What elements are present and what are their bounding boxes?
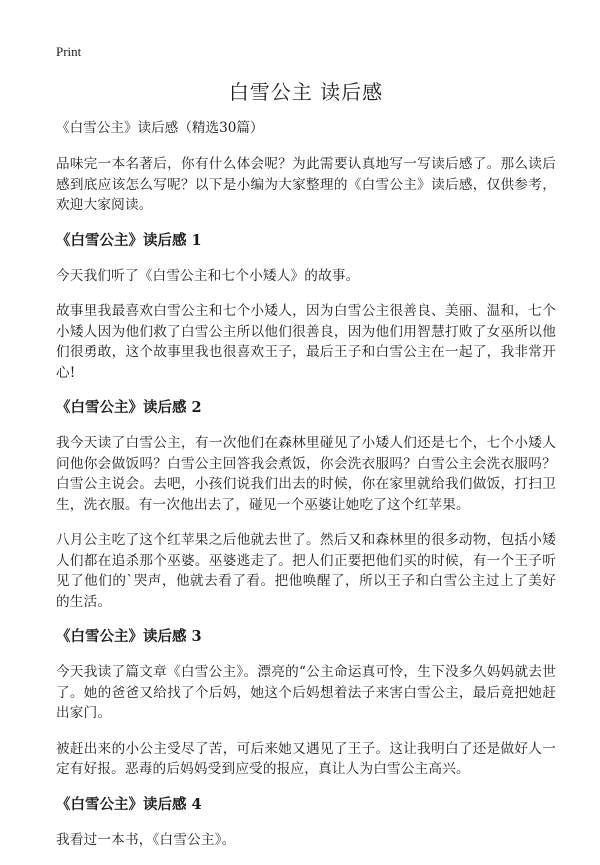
- section-4-paragraph-1: 我看过一本书，《白雪公主》。: [56, 831, 236, 848]
- section-1-paragraph-2: 故事里我最喜欢白雪公主和七个小矮人，因为白雪公主很善良、美丽、温和，七个小矮人因为他们救了白雪公主所以他们很善良，因为他们用智慧打败了女巫所以他们很勇敢，这个故事里我也很喜欢王子，最后王子和白雪公主在一起了，我非常开心!: [56, 303, 556, 381]
- section-2-paragraph-2: 八月公主吃了这个红苹果之后他就去世了。然后又和森林里的很多动物，包括小矮人们都在追杀那个巫婆。巫婆逃走了。把人们正要把他们买的时候，有一个王子听见了他们的`哭声，他就去看了看。把他唤醒了，所以王子和白雪公主过上了美好的生活。: [56, 532, 556, 610]
- article-body: [56, 118, 556, 865]
- section-2-heading: 《白雪公主》读后感 2: [56, 399, 202, 416]
- section-1-heading: 《白雪公主》读后感 1: [56, 231, 202, 249]
- print-link[interactable]: Print: [56, 44, 82, 59]
- section-4-heading: 《白雪公主》读后感 4: [56, 795, 202, 813]
- section-1-paragraph-1: 今天我们听了《白雪公主和七个小矮人》的故事。: [56, 267, 360, 284]
- section-3-paragraph-1: 今天我读了篇文章《白雪公主》。漂亮的“公主命运真可怜，生下没多久妈妈就去世了。她的爸爸又给找了个后妈，她这个后妈想着法子来害白雪公主，最后竟把她赶出家门。: [56, 664, 556, 721]
- section-3-paragraph-2: 被赶出来的小公主受尽了苦，可后来她又遇见了王子。这让我明白了还是做好人一定有好报。恶毒的后妈妈受到应受的报应，真让人为白雪公主高兴。: [56, 740, 556, 777]
- section-3-heading: 《白雪公主》读后感 3: [56, 628, 202, 645]
- page-title: 白雪公主 读后感: [228, 80, 384, 104]
- intro-paragraph: 品味完一本名著后，你有什么体会呢？为此需要认真地写一写读后感了。那么读后感到底应该怎么写呢？以下是小编为大家整理的《白雪公主》读后感，仅供参考，欢迎大家阅读。: [56, 156, 556, 213]
- article-subtitle: 《白雪公主》读后感（精选30篇）: [56, 120, 264, 136]
- section-2-paragraph-1: 我今天读了白雪公主，有一次他们在森林里碰见了小矮人们还是七个，七个小矮人问他你会做饭吗？白雪公主回答我会煮饭，你会洗衣服吗？白雪公主会洗衣服吗？白雪公主说会。去吧，小孩们说我们出去的时候，你在家里就给我们做饭，打扫卫生，洗衣服。有一次他出去了，碰见一个巫婆让她吃了这个红苹果。: [56, 435, 556, 513]
